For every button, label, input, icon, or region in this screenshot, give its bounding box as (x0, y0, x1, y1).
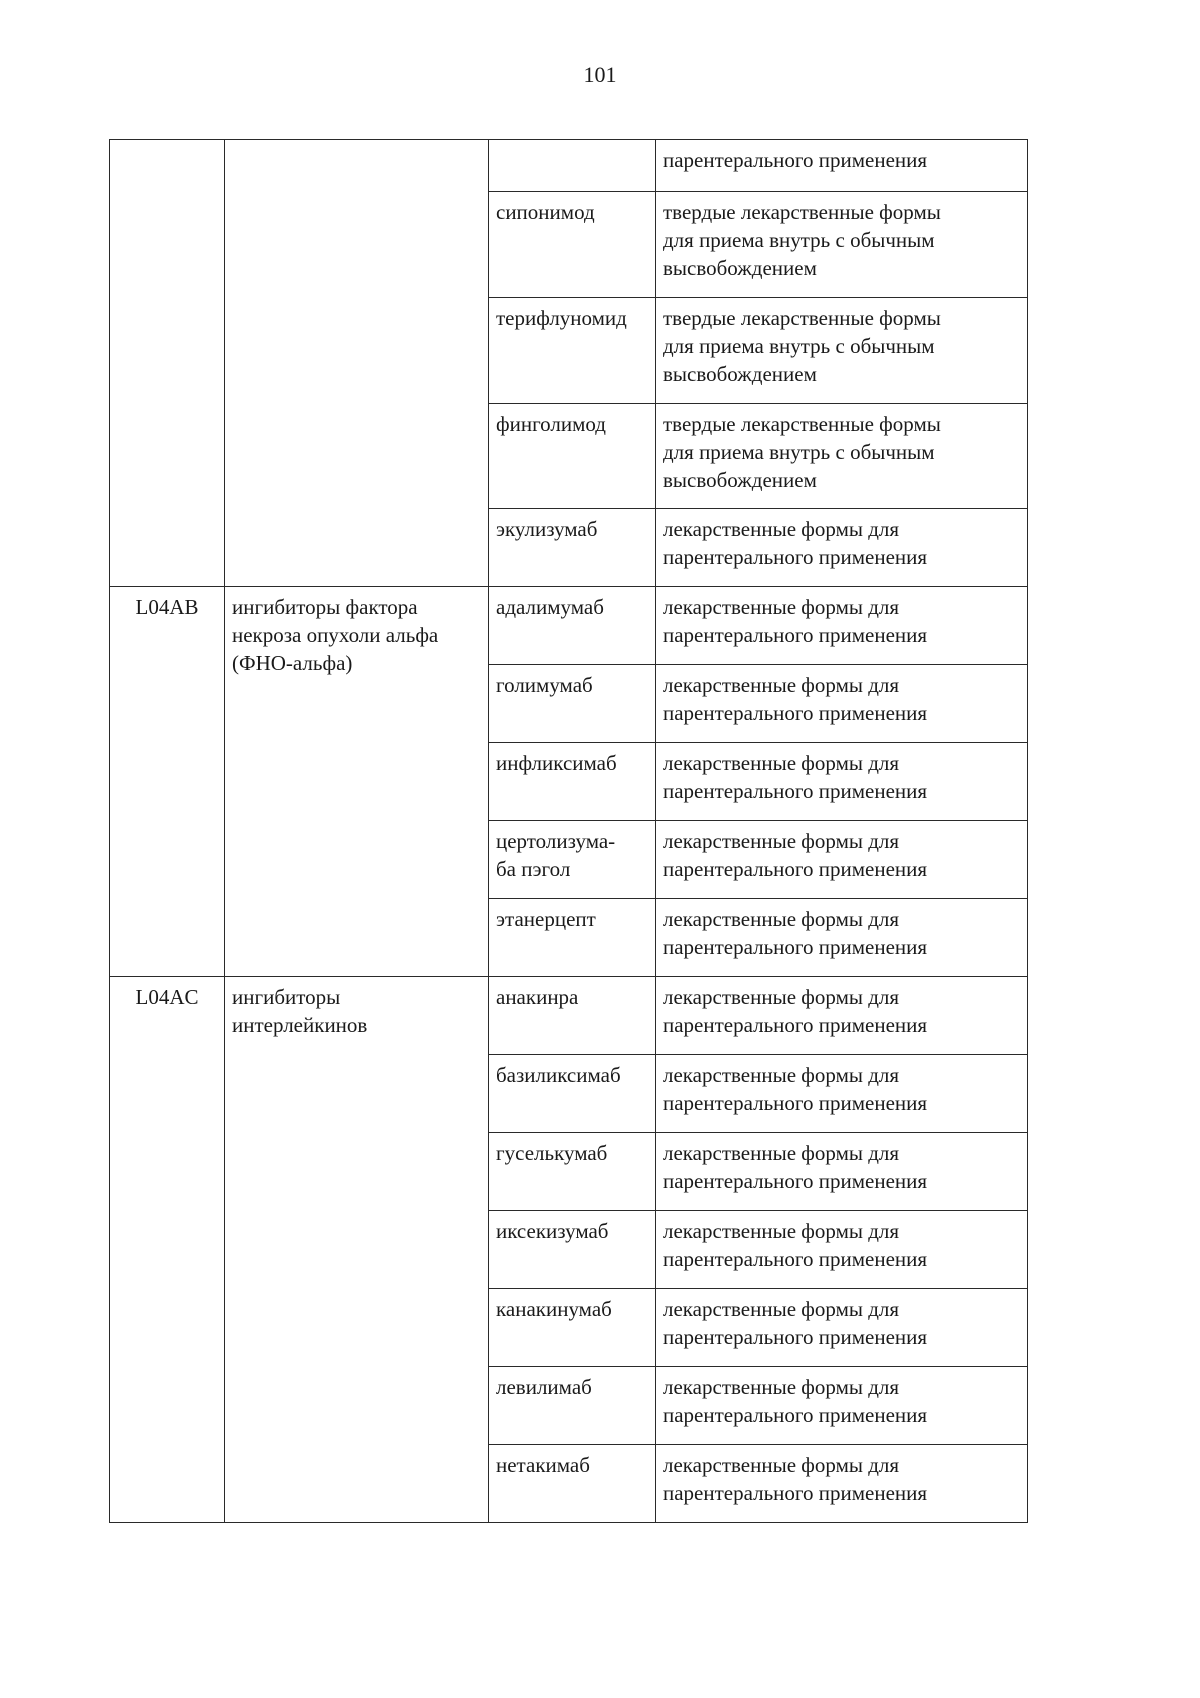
group-name-cell (225, 977, 489, 1523)
atc-code: L04AC (135, 985, 199, 1009)
dosage-form-line: лекарственные формы для (663, 751, 900, 775)
dosage-form-cell (656, 1367, 1028, 1445)
dosage-form-line: лекарственные формы для (663, 1141, 900, 1165)
dosage-form-cell (656, 192, 1028, 298)
group-name-line: интерлейкинов (232, 1013, 368, 1037)
group-name-line: ингибиторы фактора (232, 595, 418, 619)
drug-name-line: сипонимод (496, 200, 595, 224)
dosage-form-line: для приема внутрь с обычным (663, 440, 935, 464)
dosage-form-line: парентерального применения (663, 1325, 928, 1349)
drug-name-cell (489, 665, 656, 743)
drug-name-line: канакинумаб (496, 1297, 612, 1321)
drug-table (109, 139, 1028, 1523)
dosage-form-cell (656, 1211, 1028, 1289)
dosage-form-line: для приема внутрь с обычным (663, 228, 935, 252)
drug-name-cell (489, 509, 656, 587)
atc-code: L04AB (135, 595, 199, 619)
drug-name-line: терифлуномид (496, 306, 627, 330)
drug-name-cell (489, 821, 656, 899)
dosage-form-cell (656, 140, 1028, 192)
group-name-line: ингибиторы (232, 985, 341, 1009)
drug-name-cell (489, 743, 656, 821)
drug-name-line: адалимумаб (496, 595, 604, 619)
drug-name-line: ба пэгол (496, 857, 571, 881)
drug-name-cell (489, 404, 656, 509)
drug-name-line: иксекизумаб (496, 1219, 609, 1243)
drug-name-cell (489, 977, 656, 1055)
drug-name-cell (489, 899, 656, 977)
group-name-cell (225, 140, 489, 587)
dosage-form-cell (656, 587, 1028, 665)
table-row (110, 140, 1028, 192)
dosage-form-line: лекарственные формы для (663, 1375, 900, 1399)
dosage-form-line: парентерального применения (663, 1481, 928, 1505)
dosage-form-line: парентерального применения (663, 1091, 928, 1115)
drug-name-line: левилимаб (496, 1375, 592, 1399)
dosage-form-cell (656, 404, 1028, 509)
drug-name-cell (489, 1055, 656, 1133)
dosage-form-line: лекарственные формы для (663, 1219, 900, 1243)
drug-name-line: инфликсимаб (496, 751, 617, 775)
drug-name-cell (489, 587, 656, 665)
dosage-form-line: парентерального применения (663, 1169, 928, 1193)
dosage-form-line: парентерального применения (663, 545, 928, 569)
drug-name-line: анакинра (496, 985, 579, 1009)
dosage-form-cell (656, 1445, 1028, 1523)
dosage-form-cell (656, 1133, 1028, 1211)
dosage-form-line: лекарственные формы для (663, 1063, 900, 1087)
dosage-form-cell (656, 665, 1028, 743)
dosage-form-line: высвобождением (663, 362, 817, 386)
group-name-line: некроза опухоли альфа (232, 623, 439, 647)
dosage-form-line: высвобождением (663, 468, 817, 492)
drug-name-cell (489, 1211, 656, 1289)
group-name-line: (ФНО-альфа) (232, 651, 353, 675)
dosage-form-line: лекарственные формы для (663, 985, 900, 1009)
drug-name-cell (489, 192, 656, 298)
table-row (110, 587, 1028, 665)
dosage-form-line: твердые лекарственные формы (663, 412, 941, 436)
dosage-form-line: лекарственные формы для (663, 517, 900, 541)
drug-name-line: нетакимаб (496, 1453, 590, 1477)
drug-name-line: цертолизума- (496, 829, 616, 853)
dosage-form-line: парентерального применения (663, 857, 928, 881)
drug-name-line: финголимод (496, 412, 606, 436)
dosage-form-line: парентерального применения (663, 623, 928, 647)
drug-name-line: гуселькумаб (496, 1141, 608, 1165)
table-row (110, 977, 1028, 1055)
dosage-form-line: высвобождением (663, 256, 817, 280)
dosage-form-cell (656, 743, 1028, 821)
dosage-form-line: лекарственные формы для (663, 595, 900, 619)
page-number: 101 (583, 62, 617, 87)
dosage-form-line: лекарственные формы для (663, 1453, 900, 1477)
dosage-form-cell (656, 821, 1028, 899)
dosage-form-line: парентерального применения (663, 1247, 928, 1271)
atc-code-cell (110, 140, 225, 587)
drug-name-line: этанерцепт (496, 907, 596, 931)
dosage-form-cell (656, 1055, 1028, 1133)
drug-name-line: голимумаб (496, 673, 593, 697)
dosage-form-line: парентерального применения (663, 1013, 928, 1037)
drug-name-cell (489, 1445, 656, 1523)
drug-name-cell (489, 1133, 656, 1211)
dosage-form-line: парентерального применения (663, 701, 928, 725)
dosage-form-line: лекарственные формы для (663, 673, 900, 697)
drug-name-line: базиликсимаб (496, 1063, 621, 1087)
atc-code-cell (110, 977, 225, 1523)
dosage-form-cell (656, 899, 1028, 977)
dosage-form-line: парентерального применения (663, 1403, 928, 1427)
dosage-form-line: лекарственные формы для (663, 1297, 900, 1321)
group-name-cell (225, 587, 489, 977)
dosage-form-cell (656, 1289, 1028, 1367)
dosage-form-cell (656, 298, 1028, 404)
drug-name-cell (489, 140, 656, 192)
dosage-form-cell (656, 509, 1028, 587)
drug-name-cell (489, 1289, 656, 1367)
drug-name-line: экулизумаб (496, 517, 598, 541)
dosage-form-line: парентерального применения (663, 148, 928, 172)
dosage-form-line: парентерального применения (663, 779, 928, 803)
dosage-form-line: лекарственные формы для (663, 907, 900, 931)
dosage-form-line: для приема внутрь с обычным (663, 334, 935, 358)
dosage-form-line: твердые лекарственные формы (663, 306, 941, 330)
dosage-form-line: парентерального применения (663, 935, 928, 959)
dosage-form-cell (656, 977, 1028, 1055)
drug-name-cell (489, 298, 656, 404)
atc-code-cell (110, 587, 225, 977)
dosage-form-line: лекарственные формы для (663, 829, 900, 853)
drug-name-cell (489, 1367, 656, 1445)
dosage-form-line: твердые лекарственные формы (663, 200, 941, 224)
